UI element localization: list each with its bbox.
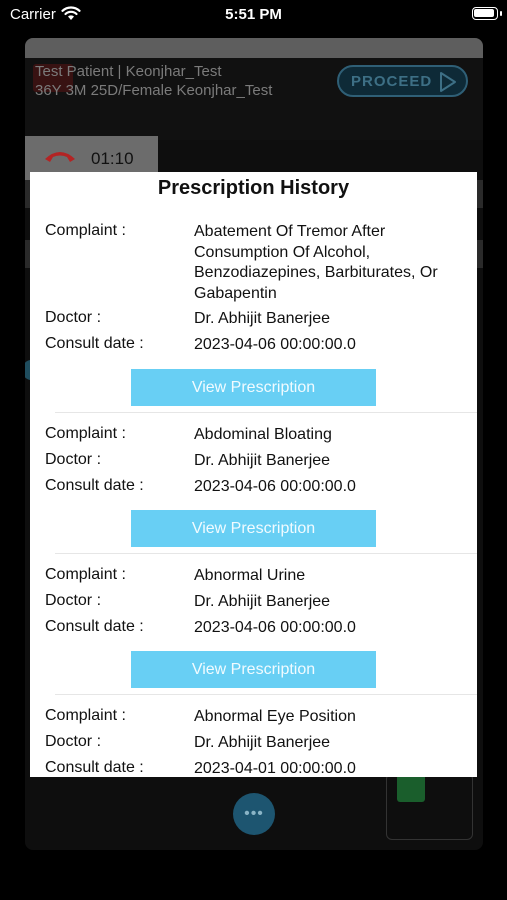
entry-divider	[55, 694, 477, 695]
doctor-value: Dr. Abhijit Banerjee	[194, 310, 331, 327]
doctor-label: Doctor :	[45, 451, 102, 468]
consult-date-value: 2023-04-06 00:00:00.0	[194, 478, 356, 495]
battery-tip	[500, 11, 502, 16]
consult-date-label: Consult date :	[45, 477, 144, 494]
consult-date-label: Consult date :	[45, 618, 144, 635]
complaint-label: Complaint :	[45, 707, 126, 724]
doctor-value: Dr. Abhijit Banerjee	[194, 452, 331, 469]
battery-icon	[472, 7, 498, 20]
call-timer: 01:10	[91, 148, 134, 168]
carrier-label: Carrier	[10, 6, 56, 23]
entry-divider	[55, 553, 477, 554]
consult-date-value: 2023-04-06 00:00:00.0	[194, 336, 356, 353]
complaint-label: Complaint :	[45, 222, 126, 239]
doctor-label: Doctor :	[45, 733, 102, 750]
view-prescription-button[interactable]: View Prescription	[131, 651, 376, 688]
end-call-icon	[43, 148, 77, 169]
doctor-label: Doctor :	[45, 309, 102, 326]
more-icon: •••	[244, 805, 264, 822]
proceed-button[interactable]	[337, 65, 468, 97]
card-top-bar	[25, 38, 483, 58]
view-prescription-button[interactable]: View Prescription	[131, 510, 376, 547]
stats-panel	[386, 773, 473, 840]
more-button[interactable]	[233, 793, 275, 835]
view-prescription-button[interactable]: View Prescription	[131, 369, 376, 406]
complaint-value: Abatement Of Tremor After Consumption Of Alcohol, Benzodiazepines, Barbiturates, Or Gabapentin	[194, 223, 438, 302]
play-icon	[436, 71, 458, 97]
patient-header	[25, 58, 483, 168]
complaint-label: Complaint :	[45, 425, 126, 442]
complaint-value: Abnormal Urine	[194, 567, 306, 584]
consult-date-value: 2023-04-01 00:00:00.0	[194, 760, 356, 777]
complaint-value: Abnormal Eye Position	[194, 708, 356, 725]
consult-date-value: 2023-04-06 00:00:00.0	[194, 619, 356, 636]
consult-date-label: Consult date :	[45, 759, 144, 776]
doctor-label: Doctor :	[45, 592, 102, 609]
complaint-label: Complaint :	[45, 566, 126, 583]
doctor-value: Dr. Abhijit Banerjee	[194, 593, 331, 610]
clock: 5:51 PM	[225, 6, 282, 23]
entry-divider	[55, 412, 477, 413]
doctor-value: Dr. Abhijit Banerjee	[194, 734, 331, 751]
proceed-label: PROCEED	[351, 72, 433, 90]
prescription-history-modal	[30, 172, 477, 777]
patient-name-line: Test Patient | Keonjhar_Test	[35, 63, 222, 80]
status-bar	[0, 0, 507, 30]
complaint-value: Abdominal Bloating	[194, 426, 332, 443]
modal-title: Prescription History	[157, 177, 350, 199]
patient-details-line: 36Y 3M 25D/Female Keonjhar_Test	[35, 82, 273, 99]
consult-date-label: Consult date :	[45, 335, 144, 352]
chart-icon	[397, 774, 425, 802]
